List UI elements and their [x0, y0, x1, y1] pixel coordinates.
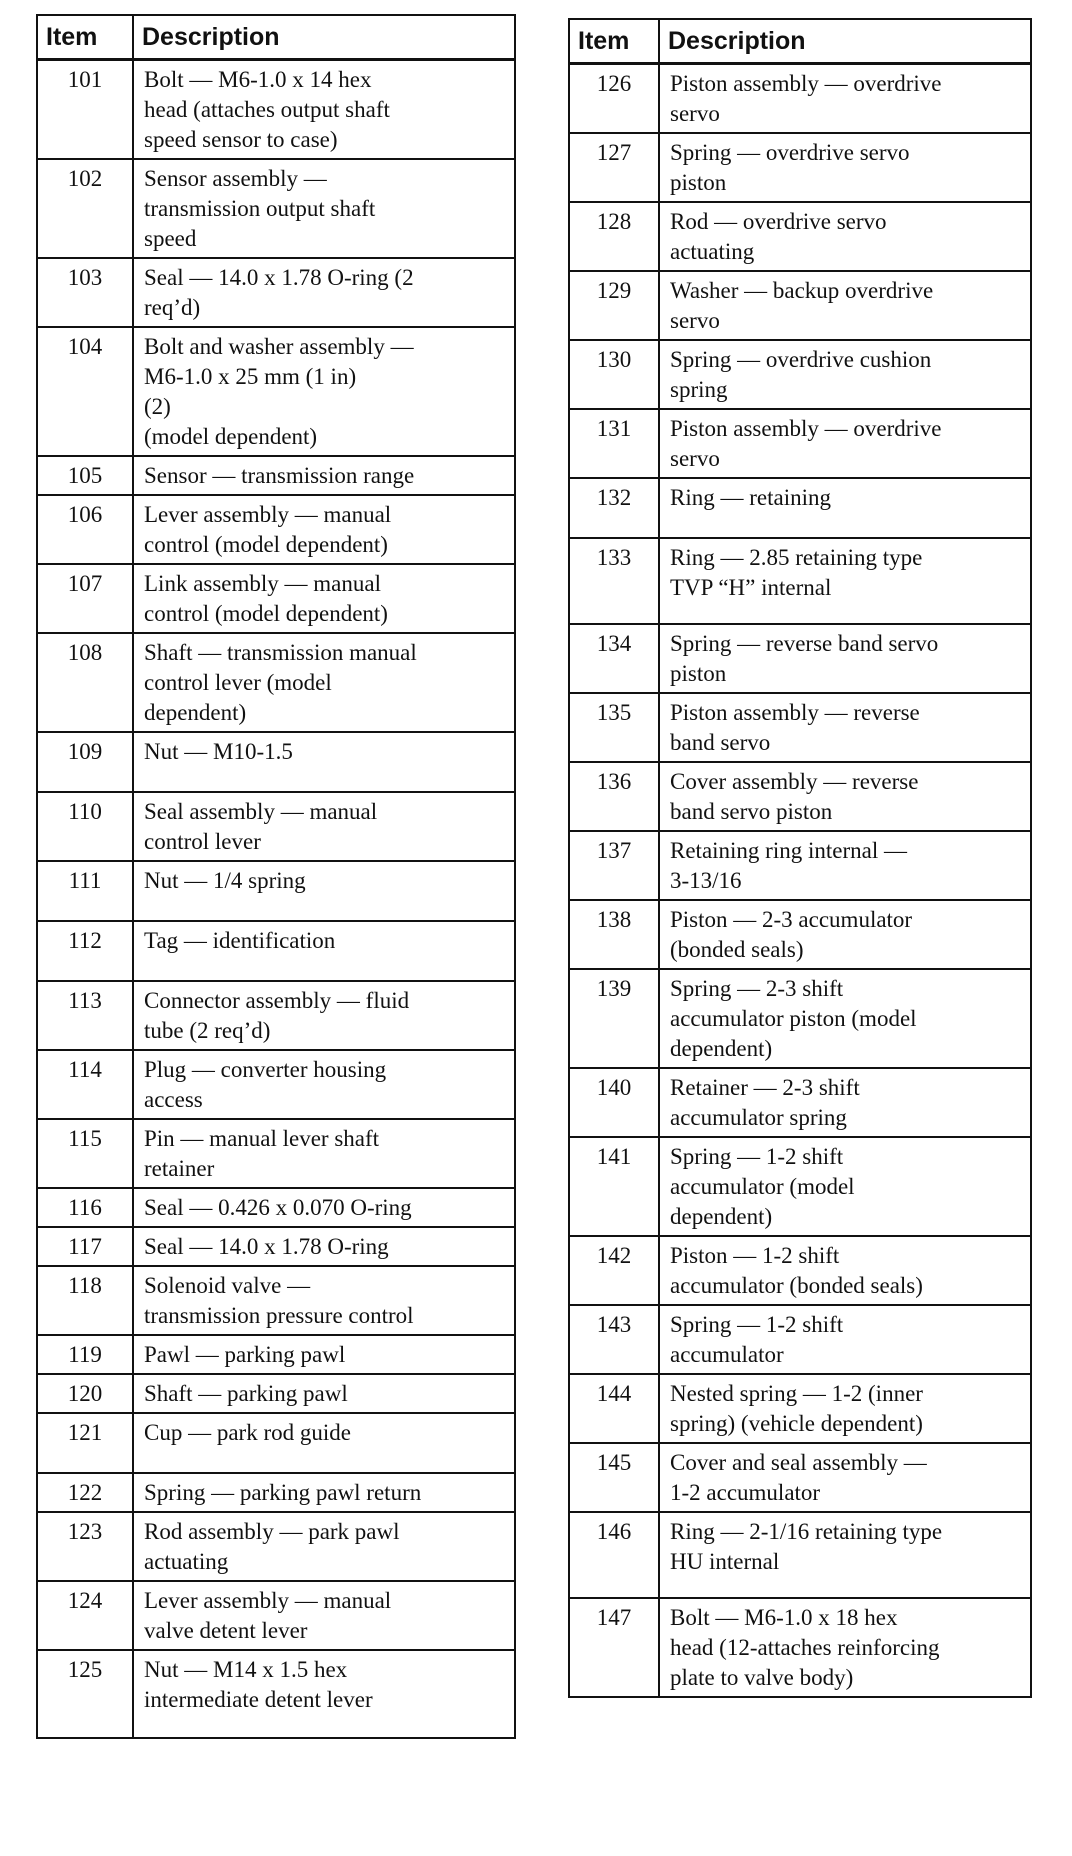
item-number-cell: 126 — [569, 64, 659, 134]
table-row — [37, 1227, 515, 1266]
description-cell: Solenoid valve — transmission pressure control — [133, 1266, 515, 1335]
table-row — [569, 409, 1031, 478]
table-row — [569, 271, 1031, 340]
item-number-cell: 107 — [37, 564, 133, 633]
description-cell: Sensor — transmission range — [133, 456, 515, 495]
item-number-cell: 129 — [569, 271, 659, 340]
table-row — [569, 202, 1031, 271]
table-row — [569, 538, 1031, 624]
description-cell: Shaft — transmission manual control lever (model dependent) — [133, 633, 515, 732]
table-row — [569, 624, 1031, 693]
table-row — [569, 693, 1031, 762]
description-cell: Spring — overdrive servo piston — [659, 133, 1031, 202]
item-number-cell: 143 — [569, 1305, 659, 1374]
description-cell: Sensor assembly — transmission output shaft speed — [133, 159, 515, 258]
item-number-cell: 130 — [569, 340, 659, 409]
table-row — [37, 1050, 515, 1119]
item-column-header: Item — [37, 15, 133, 60]
parts-table-left — [36, 14, 516, 1739]
description-cell: Rod assembly — park pawl actuating — [133, 1512, 515, 1581]
item-number-cell: 111 — [37, 861, 133, 921]
table-row — [37, 564, 515, 633]
item-number-cell: 147 — [569, 1598, 659, 1697]
description-column-header: Description — [133, 15, 515, 60]
table-row — [37, 1650, 515, 1738]
description-cell: Lever assembly — manual control (model dependent) — [133, 495, 515, 564]
item-number-cell: 106 — [37, 495, 133, 564]
table-row — [37, 1581, 515, 1650]
item-number-cell: 124 — [37, 1581, 133, 1650]
item-number-cell: 146 — [569, 1512, 659, 1598]
item-number-cell: 128 — [569, 202, 659, 271]
description-cell: Plug — converter housing access — [133, 1050, 515, 1119]
table-row — [569, 478, 1031, 538]
table-row — [37, 1473, 515, 1512]
item-number-cell: 113 — [37, 981, 133, 1050]
table-row — [569, 900, 1031, 969]
table-row — [37, 861, 515, 921]
item-number-cell: 125 — [37, 1650, 133, 1738]
description-cell: Piston — 2-3 accumulator (bonded seals) — [659, 900, 1031, 969]
item-number-cell: 136 — [569, 762, 659, 831]
description-cell: Ring — 2-1/16 retaining type HU internal — [659, 1512, 1031, 1598]
description-column-header: Description — [659, 19, 1031, 64]
item-number-cell: 140 — [569, 1068, 659, 1137]
item-number-cell: 108 — [37, 633, 133, 732]
description-cell: Nut — M14 x 1.5 hex intermediate detent lever — [133, 1650, 515, 1738]
description-cell: Nut — 1/4 spring — [133, 861, 515, 921]
item-number-cell: 144 — [569, 1374, 659, 1443]
table-row — [37, 495, 515, 564]
description-cell: Piston — 1-2 shift accumulator (bonded seals) — [659, 1236, 1031, 1305]
table-row — [37, 732, 515, 792]
item-number-cell: 139 — [569, 969, 659, 1068]
description-cell: Connector assembly — fluid tube (2 req’d) — [133, 981, 515, 1050]
table-row — [569, 1236, 1031, 1305]
parts-table-right — [568, 18, 1032, 1698]
description-cell: Bolt — M6-1.0 x 14 hex head (attaches output shaft speed sensor to case) — [133, 60, 515, 160]
table-row — [37, 159, 515, 258]
item-number-cell: 118 — [37, 1266, 133, 1335]
table-row — [569, 64, 1031, 134]
item-number-cell: 120 — [37, 1374, 133, 1413]
table-row — [37, 327, 515, 456]
item-number-cell: 133 — [569, 538, 659, 624]
table-row — [569, 1068, 1031, 1137]
description-cell: Bolt — M6-1.0 x 18 hex head (12-attaches reinforcing plate to valve body) — [659, 1598, 1031, 1697]
table-row — [569, 969, 1031, 1068]
description-cell: Seal assembly — manual control lever — [133, 792, 515, 861]
table-row — [569, 831, 1031, 900]
item-number-cell: 138 — [569, 900, 659, 969]
item-number-cell: 122 — [37, 1473, 133, 1512]
item-number-cell: 103 — [37, 258, 133, 327]
description-cell: Spring — reverse band servo piston — [659, 624, 1031, 693]
description-cell: Piston assembly — reverse band servo — [659, 693, 1031, 762]
table-row — [569, 1305, 1031, 1374]
table-row — [37, 1119, 515, 1188]
item-number-cell: 131 — [569, 409, 659, 478]
table-row — [37, 1335, 515, 1374]
table-row — [569, 1512, 1031, 1598]
description-cell: Piston assembly — overdrive servo — [659, 64, 1031, 134]
item-number-cell: 123 — [37, 1512, 133, 1581]
table-row — [569, 1443, 1031, 1512]
description-cell: Spring — 2-3 shift accumulator piston (model dependent) — [659, 969, 1031, 1068]
description-cell: Pawl — parking pawl — [133, 1335, 515, 1374]
item-number-cell: 117 — [37, 1227, 133, 1266]
description-cell: Spring — 1-2 shift accumulator — [659, 1305, 1031, 1374]
item-number-cell: 102 — [37, 159, 133, 258]
item-number-cell: 115 — [37, 1119, 133, 1188]
item-number-cell: 112 — [37, 921, 133, 981]
item-number-cell: 105 — [37, 456, 133, 495]
table-header-row — [37, 15, 515, 60]
description-cell: Link assembly — manual control (model dependent) — [133, 564, 515, 633]
table-row — [37, 1413, 515, 1473]
description-cell: Piston assembly — overdrive servo — [659, 409, 1031, 478]
table-row — [37, 1512, 515, 1581]
item-number-cell: 127 — [569, 133, 659, 202]
description-cell: Spring — parking pawl return — [133, 1473, 515, 1512]
table-row — [37, 60, 515, 160]
table-row — [37, 921, 515, 981]
table-row — [569, 1374, 1031, 1443]
description-cell: Cover and seal assembly — 1-2 accumulator — [659, 1443, 1031, 1512]
description-cell: Seal — 14.0 x 1.78 O-ring (2 req’d) — [133, 258, 515, 327]
item-number-cell: 135 — [569, 693, 659, 762]
description-cell: Pin — manual lever shaft retainer — [133, 1119, 515, 1188]
item-number-cell: 141 — [569, 1137, 659, 1236]
item-number-cell: 137 — [569, 831, 659, 900]
item-column-header: Item — [569, 19, 659, 64]
table-row — [37, 1188, 515, 1227]
item-number-cell: 114 — [37, 1050, 133, 1119]
description-cell: Seal — 0.426 x 0.070 O-ring — [133, 1188, 515, 1227]
table-row — [569, 133, 1031, 202]
table-row — [569, 762, 1031, 831]
item-number-cell: 119 — [37, 1335, 133, 1374]
table-row — [37, 792, 515, 861]
description-cell: Ring — retaining — [659, 478, 1031, 538]
table-header-row — [569, 19, 1031, 64]
description-cell: Tag — identification — [133, 921, 515, 981]
table-row — [569, 1137, 1031, 1236]
description-cell: Washer — backup overdrive servo — [659, 271, 1031, 340]
item-number-cell: 145 — [569, 1443, 659, 1512]
description-cell: Nut — M10-1.5 — [133, 732, 515, 792]
description-cell: Retaining ring internal — 3-13/16 — [659, 831, 1031, 900]
description-cell: Rod — overdrive servo actuating — [659, 202, 1031, 271]
table-row — [37, 456, 515, 495]
item-number-cell: 142 — [569, 1236, 659, 1305]
table-row — [37, 1374, 515, 1413]
item-number-cell: 101 — [37, 60, 133, 160]
description-cell: Spring — overdrive cushion spring — [659, 340, 1031, 409]
table-row — [37, 981, 515, 1050]
table-row — [569, 1598, 1031, 1697]
item-number-cell: 104 — [37, 327, 133, 456]
item-number-cell: 134 — [569, 624, 659, 693]
table-row — [37, 258, 515, 327]
description-cell: Shaft — parking pawl — [133, 1374, 515, 1413]
description-cell: Cover assembly — reverse band servo piston — [659, 762, 1031, 831]
table-row — [37, 633, 515, 732]
description-cell: Ring — 2.85 retaining type TVP “H” internal — [659, 538, 1031, 624]
description-cell: Lever assembly — manual valve detent lever — [133, 1581, 515, 1650]
description-cell: Retainer — 2-3 shift accumulator spring — [659, 1068, 1031, 1137]
item-number-cell: 109 — [37, 732, 133, 792]
table-row — [569, 340, 1031, 409]
description-cell: Seal — 14.0 x 1.78 O-ring — [133, 1227, 515, 1266]
description-cell: Nested spring — 1-2 (inner spring) (vehicle dependent) — [659, 1374, 1031, 1443]
description-cell: Spring — 1-2 shift accumulator (model dependent) — [659, 1137, 1031, 1236]
description-cell: Cup — park rod guide — [133, 1413, 515, 1473]
description-cell: Bolt and washer assembly — M6-1.0 x 25 mm (1 in) (2) (model dependent) — [133, 327, 515, 456]
item-number-cell: 121 — [37, 1413, 133, 1473]
item-number-cell: 110 — [37, 792, 133, 861]
table-row — [37, 1266, 515, 1335]
item-number-cell: 132 — [569, 478, 659, 538]
item-number-cell: 116 — [37, 1188, 133, 1227]
